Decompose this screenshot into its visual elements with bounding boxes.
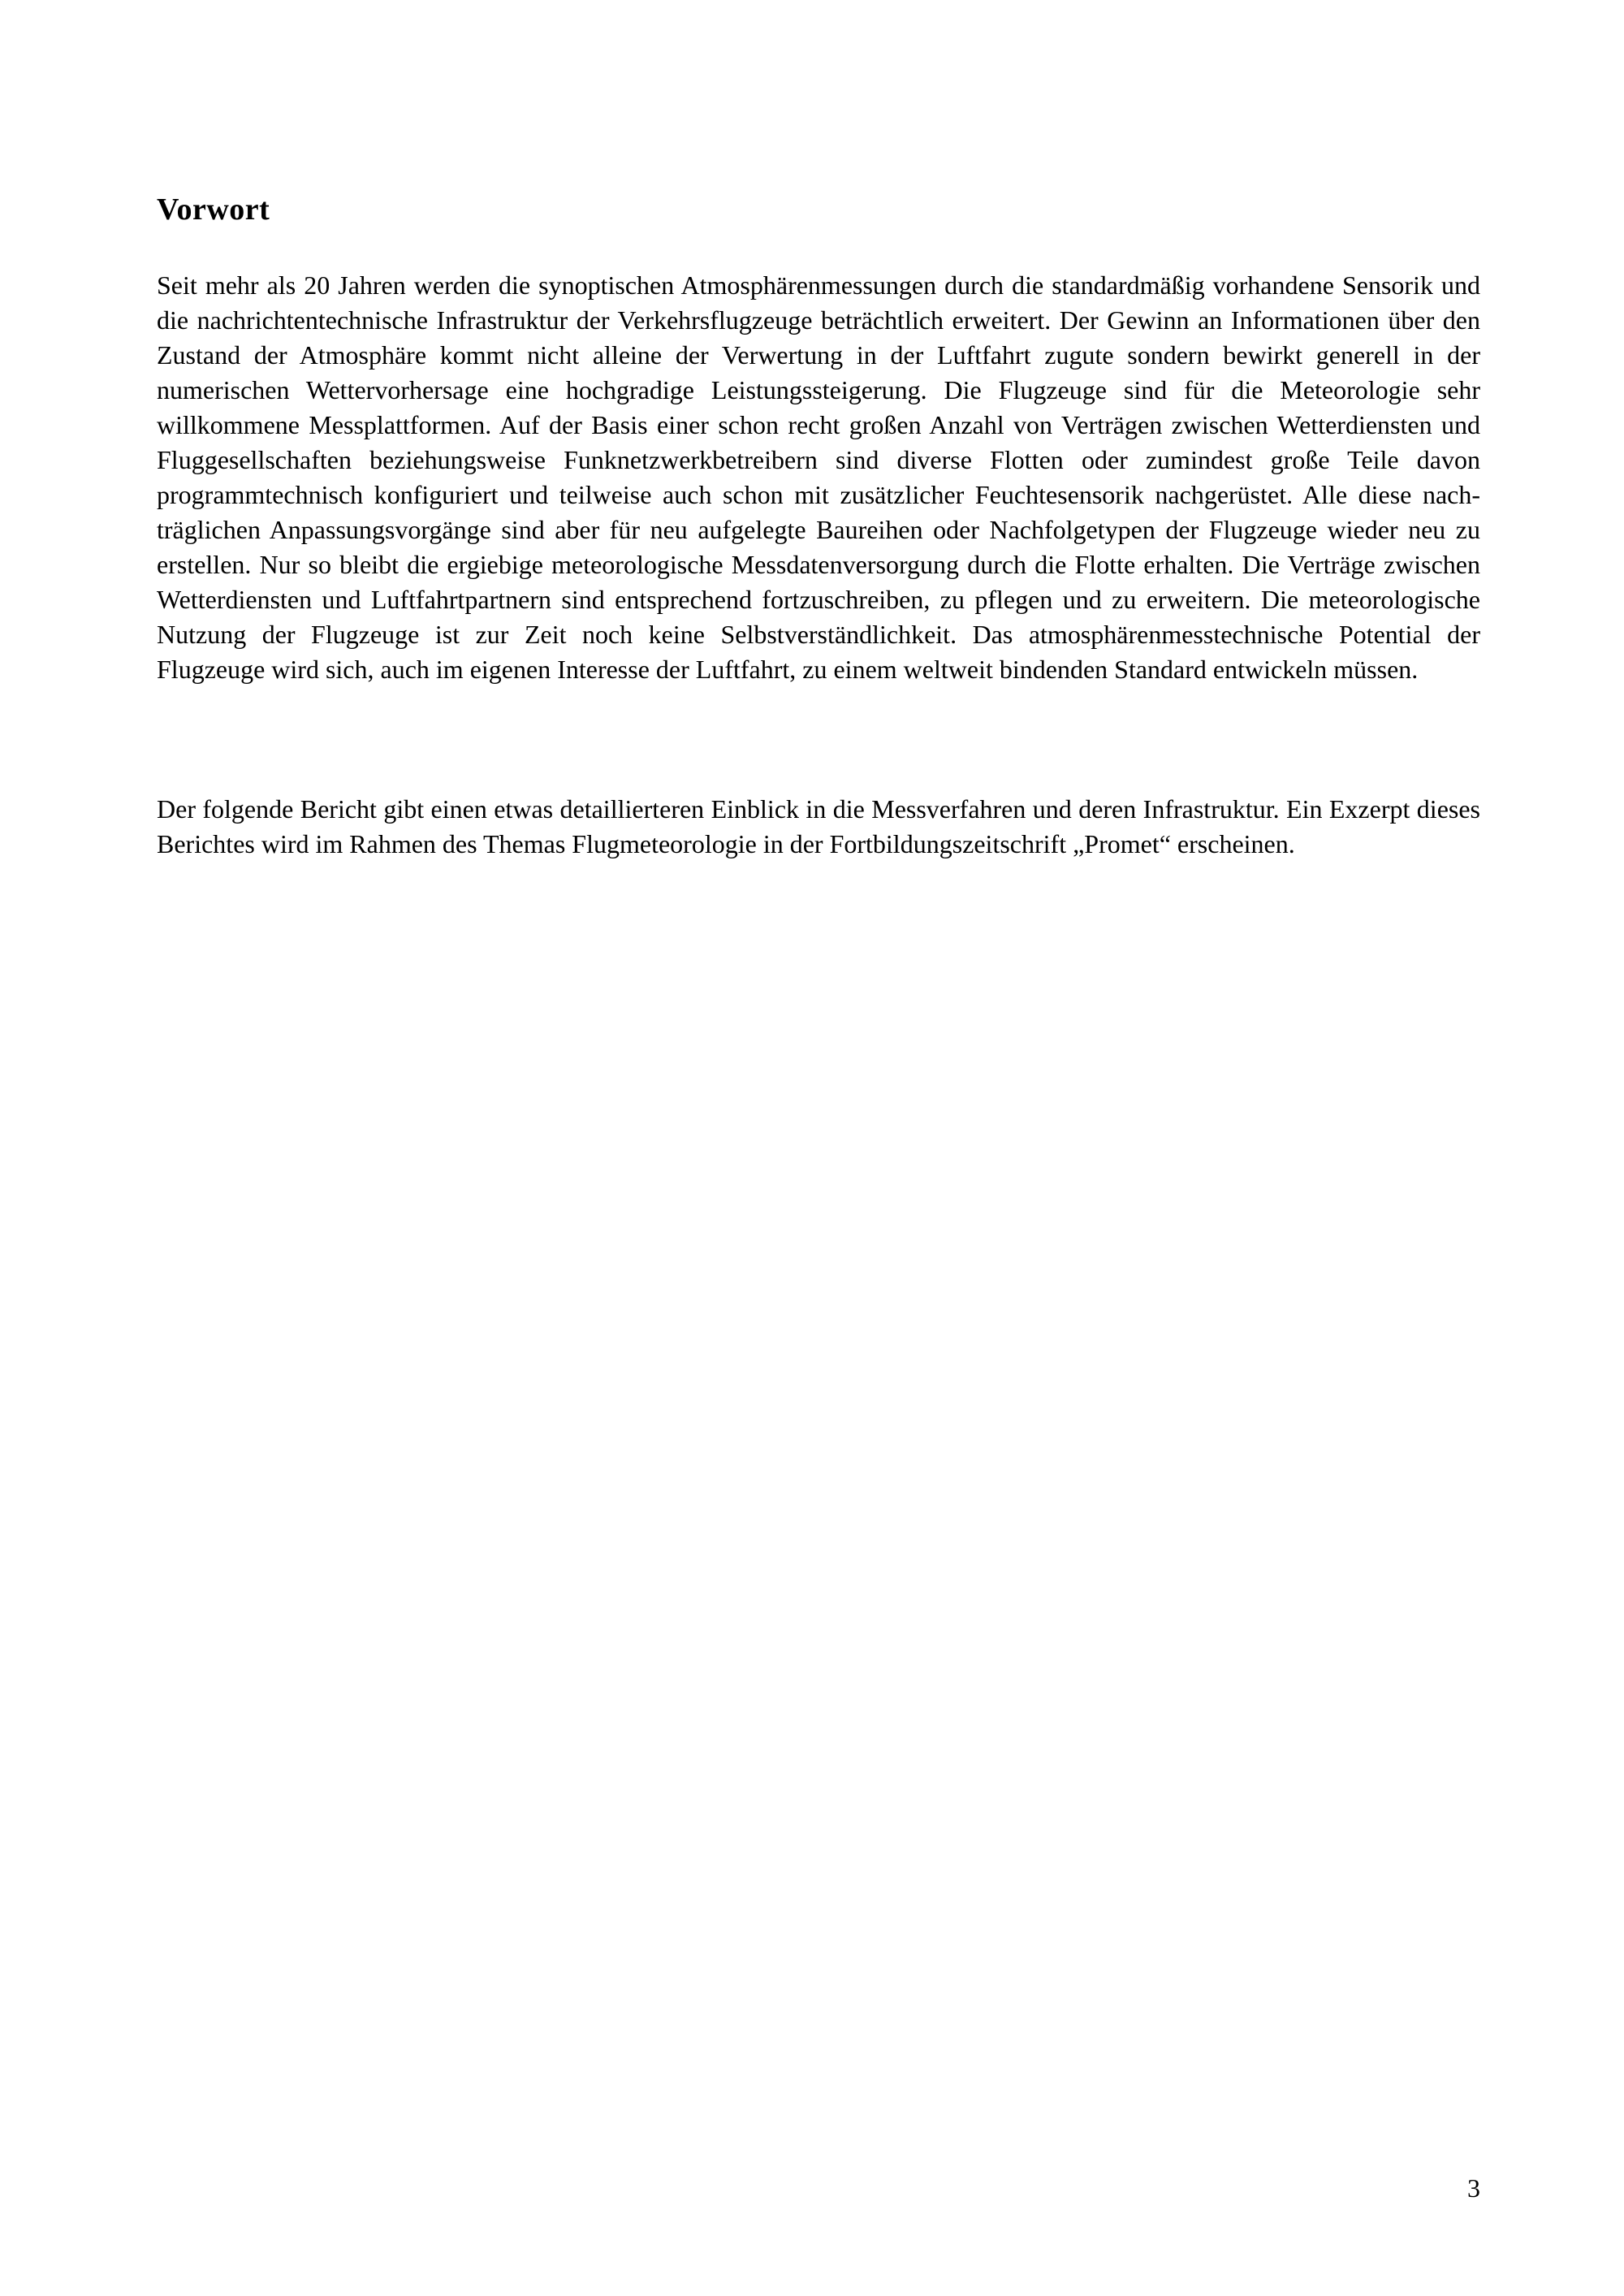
body-paragraph-1: Seit mehr als 20 Jahren werden die synoptischen Atmosphärenmessungen durch die standardmäßig vorhandene Sensorik und die nachrichtentechnische Infrastruktur der Verkehrsflugzeuge beträchtlich erweitert. Der Gewinn an Informationen über den Zustand der Atmosphäre kommt nicht alleine der Verwertung in der Luftfahrt zugute sondern bewirkt generell in der numerischen Wettervorhersage eine hochgradige Leistungssteigerung. Die Flugzeuge sind für die Meteorologie sehr willkommene Messplattformen. Auf der Basis einer schon recht großen Anzahl von Verträgen zwischen Wetterdiensten und Fluggesellschaften beziehungsweise Funknetzwerkbetreibern sind diverse Flotten oder zumindest große Teile davon programmtechnisch konfiguriert und teilweise auch schon mit zusätzlicher Feuchtesensorik nachgerüstet. Alle diese nachträglichen Anpassungsvorgänge sind aber für neu aufgelegte Baureihen oder Nachfolgetypen der Flugzeuge wieder neu zu erstellen. Nur so bleibt die ergiebige meteorologische Messdatenversorgung durch die Flotte erhalten. Die Verträge zwischen Wetterdiensten und Luftfahrtpartnern sind entsprechend fortzuschreiben, zu pflegen und zu erweitern. Die meteorologische Nutzung der Flugzeuge ist zur Zeit noch keine Selbstverständlichkeit. Das atmosphärenmesstechnische Potential der Flugzeuge wird sich, auch im eigenen Interesse der Luftfahrt, zu einem weltweit bindenden Standard entwickeln müssen. — [157, 270, 1480, 684]
page-title: Vorwort — [157, 192, 270, 227]
page-number: 3 — [1467, 2173, 1480, 2203]
body-paragraph-2: Der folgende Bericht gibt einen etwas detaillierteren Einblick in die Messverfahren und deren Infrastruktur. Ein Exzerpt dieses Berichtes wird im Rahmen des Themas Flugmeteorologie in der Fortbildungszeitschrift „Promet“ erscheinen. — [157, 794, 1480, 858]
